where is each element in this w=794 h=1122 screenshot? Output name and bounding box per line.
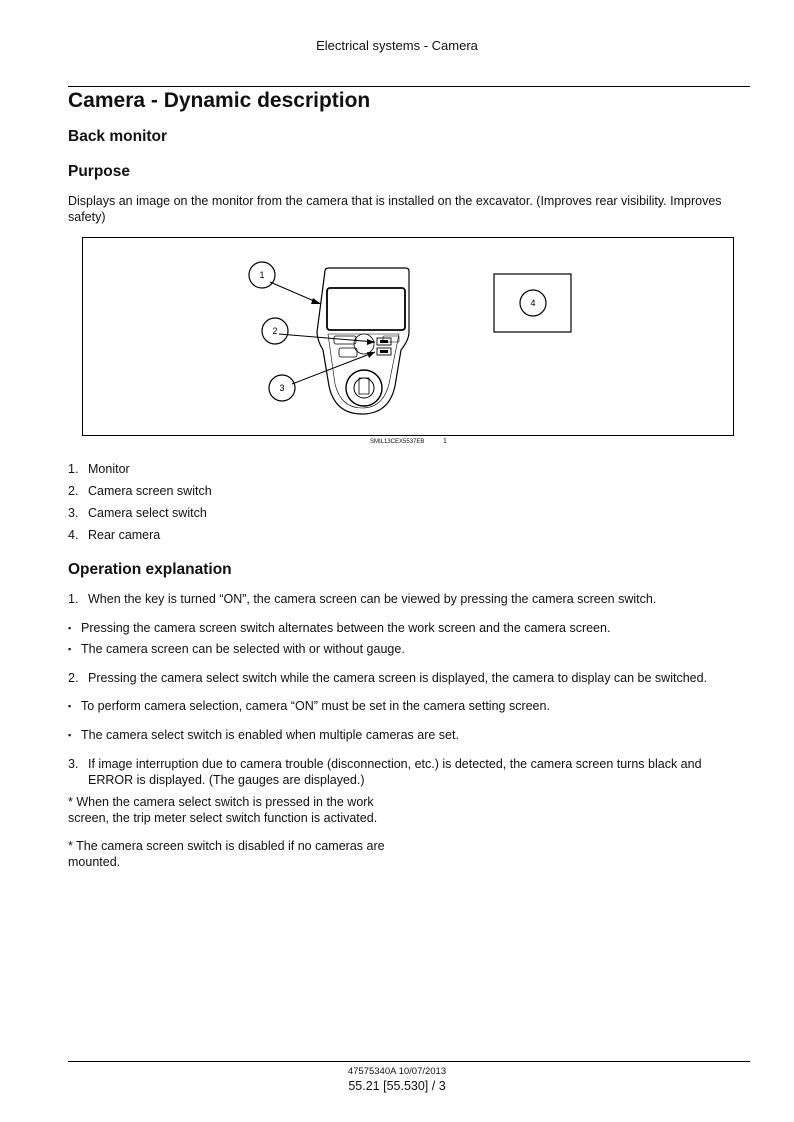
callout-label-2: 2: [272, 326, 278, 336]
document-code: 47575340A 10/07/2013: [347, 1066, 447, 1077]
step-number: 3.: [68, 757, 79, 771]
jog-dial-knob: [359, 378, 369, 394]
footnote: * When the camera select switch is pressed in the work screen, the trip meter select switch function is activated.: [68, 795, 378, 825]
operation-bullet: [68, 620, 750, 636]
camera-system-figure: [82, 237, 734, 436]
bullet-text: The camera select switch is enabled when multiple cameras are set.: [81, 728, 459, 742]
jog-dial-inner: [354, 378, 374, 398]
step-text: Pressing the camera select switch while the camera screen is displayed, the camera to display can be switched.: [88, 671, 708, 685]
switch-fill-2: [380, 350, 388, 353]
legend-item: [68, 506, 212, 528]
purpose-text: Displays an image on the monitor from the camera that is installed on the excavator. (Improves rear visibility. Improves safety): [68, 194, 722, 224]
footer-rule: [68, 1061, 750, 1062]
legend-item: [68, 528, 212, 550]
legend-number: 4.: [68, 528, 79, 542]
legend-item: [68, 462, 212, 484]
operation-bullet: [68, 698, 750, 714]
legend-number: 3.: [68, 506, 79, 520]
operation-bullet: [68, 641, 750, 657]
legend-label: Rear camera: [88, 528, 161, 542]
callout-label-3: 3: [279, 383, 285, 393]
section-heading-purpose: Purpose: [68, 163, 131, 180]
arrowhead-3: [367, 352, 375, 358]
figure-caption-code: SMIL13CEX5537EB: [370, 439, 425, 445]
bullet-marker: ▪: [68, 730, 72, 740]
callout-label-1: 1: [259, 270, 265, 280]
operation-step-1: [68, 591, 750, 607]
section-heading-operation: Operation explanation: [68, 561, 232, 578]
leader-line-2: [279, 334, 375, 342]
step-text: If image interruption due to camera trouble (disconnection, etc.) is detected, the camera screen turns black and ERROR is displayed. (The gauges are displayed.): [88, 757, 702, 787]
figure-legend: [68, 462, 212, 550]
legend-label: Camera screen switch: [88, 484, 212, 498]
bullet-text: The camera screen can be selected with or without gauge.: [81, 642, 405, 656]
leader-line-3: [292, 352, 375, 384]
step-number: 1.: [68, 592, 79, 606]
header-rule: [68, 86, 750, 87]
legend-number: 1.: [68, 462, 79, 476]
legend-number: 2.: [68, 484, 79, 498]
section-heading-back-monitor: Back monitor: [68, 128, 168, 145]
bullet-marker: ▪: [68, 644, 72, 654]
callout-label-4: 4: [530, 298, 536, 308]
page-reference: 55.21 [55.530] / 3: [348, 1079, 446, 1093]
switch-fill-1: [380, 340, 388, 343]
jog-dial-outer: [346, 370, 382, 406]
step-text: When the key is turned “ON”, the camera screen can be viewed by pressing the camera screen switch.: [88, 592, 657, 606]
bullet-marker: ▪: [68, 623, 72, 633]
bullet-text: Pressing the camera screen switch alternates between the work screen and the camera screen.: [81, 621, 611, 635]
camera-system-diagram: [83, 238, 735, 437]
bullet-text: To perform camera selection, camera “ON” must be set in the camera setting screen.: [81, 699, 550, 713]
monitor-screen: [327, 288, 405, 330]
arrowhead-1: [311, 298, 321, 304]
bullet-marker: ▪: [68, 701, 72, 711]
operation-step-3: [68, 756, 750, 788]
legend-item: [68, 484, 212, 506]
switch-panel-center: [354, 334, 374, 354]
operation-step-2: [68, 670, 750, 686]
operation-bullet: [68, 727, 750, 743]
legend-label: Camera select switch: [88, 506, 207, 520]
footnote: * The camera screen switch is disabled if no cameras are mounted.: [68, 839, 385, 869]
page-title: Camera - Dynamic description: [68, 89, 371, 112]
legend-label: Monitor: [88, 462, 130, 476]
switch-panel-left-2: [339, 348, 357, 357]
step-number: 2.: [68, 671, 79, 685]
figure-number: 1: [443, 438, 447, 445]
running-header: Electrical systems - Camera: [316, 38, 478, 53]
